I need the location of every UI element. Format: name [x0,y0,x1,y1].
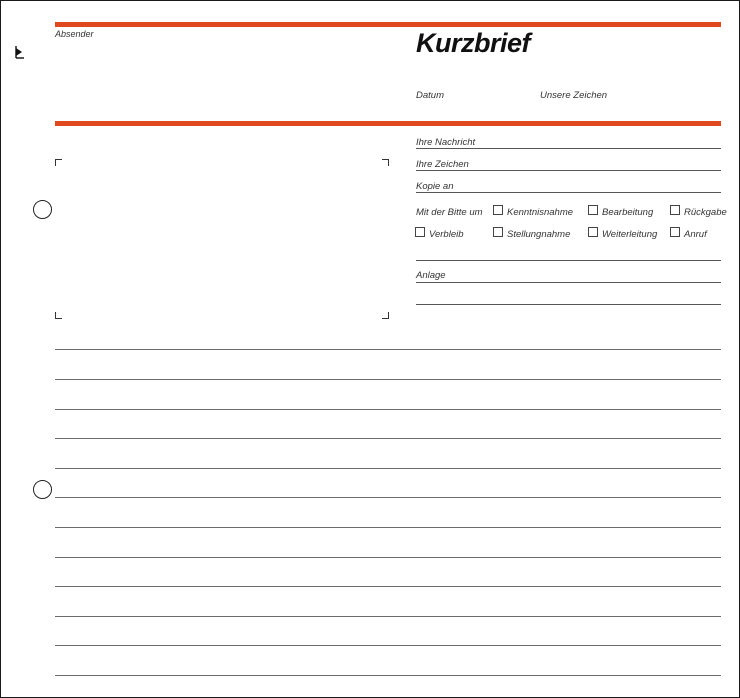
our-reference-label: Unsere Zeichen [540,90,608,101]
attachment-label: Anlage [416,270,446,281]
writing-line[interactable] [55,409,721,410]
checkbox-label-bearbeitung: Bearbeitung [602,207,654,218]
writing-line[interactable] [55,616,721,617]
punch-hole-bottom [33,480,52,499]
writing-line[interactable] [55,468,721,469]
writing-line[interactable] [55,645,721,646]
attachment-line-1[interactable] [416,282,721,283]
punch-hole-top [33,200,52,219]
request-label: Mit der Bitte um [416,207,483,218]
your-message-label: Ihre Nachricht [416,137,476,148]
address-window-corner-br [382,312,389,319]
checkbox-stellungnahme[interactable] [493,227,503,237]
attachment-line-2[interactable] [416,304,721,305]
address-window-corner-tr [382,159,389,166]
fold-mark-icon [15,45,25,59]
checkbox-rueckgabe[interactable] [670,205,680,215]
checkbox-verbleib[interactable] [415,227,425,237]
checkbox-label-anruf: Anruf [684,229,707,240]
writing-line[interactable] [55,675,721,676]
copy-to-label: Kopie an [416,181,454,192]
your-reference-label: Ihre Zeichen [416,159,469,170]
writing-line[interactable] [55,557,721,558]
checkbox-label-stellungnahme: Stellungnahme [507,229,571,240]
request-extra-line[interactable] [416,260,721,261]
address-window-corner-bl [55,312,62,319]
checkbox-weiterleitung[interactable] [588,227,598,237]
sender-label: Absender [55,29,94,39]
checkbox-label-rueckgabe: Rückgabe [684,207,727,218]
checkbox-label-kenntnisnahme: Kenntnisnahme [507,207,574,218]
writing-line[interactable] [55,527,721,528]
writing-line[interactable] [55,349,721,350]
checkbox-label-verbleib: Verbleib [429,229,464,240]
date-label: Datum [416,90,444,101]
your-reference-line[interactable] [416,170,721,171]
writing-line[interactable] [55,379,721,380]
checkbox-label-weiterleitung: Weiterleitung [602,229,658,240]
divider-accent-bar [55,121,721,126]
writing-line[interactable] [55,586,721,587]
your-message-line[interactable] [416,148,721,149]
top-accent-bar [55,22,721,27]
checkbox-kenntnisnahme[interactable] [493,205,503,215]
writing-line[interactable] [55,438,721,439]
copy-to-line[interactable] [416,192,721,193]
checkbox-bearbeitung[interactable] [588,205,598,215]
writing-line[interactable] [55,497,721,498]
address-window-corner-tl [55,159,62,166]
form-title: Kurzbrief [416,28,531,58]
checkbox-anruf[interactable] [670,227,680,237]
